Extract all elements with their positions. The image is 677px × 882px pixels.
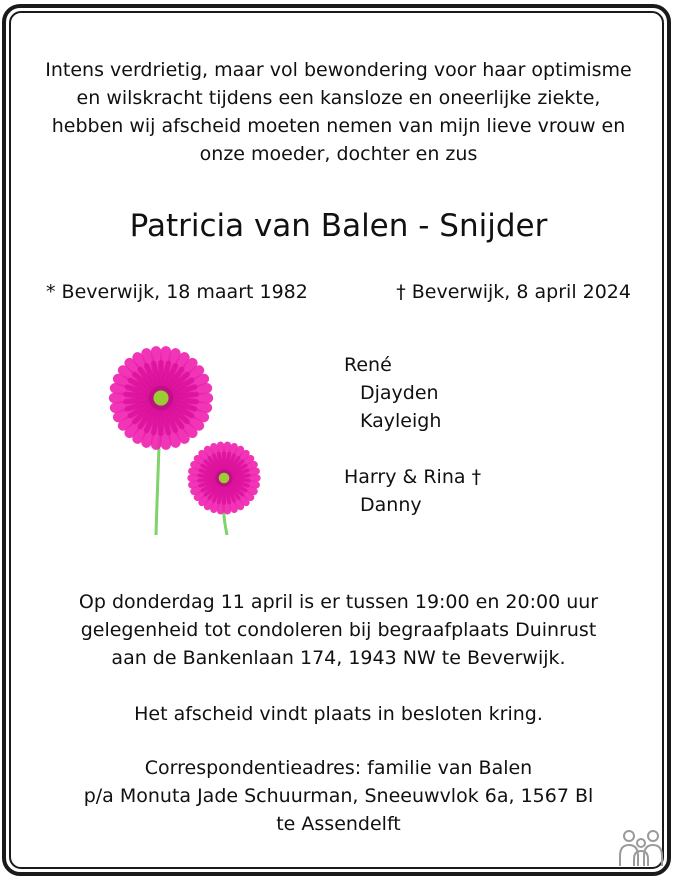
intro-line: onze moeder, dochter en zus bbox=[199, 143, 478, 165]
family-child: Djayden bbox=[360, 382, 439, 404]
correspondence-info bbox=[0, 754, 677, 838]
family-sibling: Danny bbox=[360, 494, 422, 516]
condolence-line: aan de Bankenlaan 174, 1943 NW te Beverwijk. bbox=[111, 647, 566, 669]
flowers-icon bbox=[104, 345, 274, 540]
birth-info: * Beverwijk, 18 maart 1982 bbox=[46, 281, 308, 303]
correspondence-line: te Assendelft bbox=[276, 813, 401, 835]
large-flower bbox=[114, 351, 208, 535]
family-people-icon bbox=[616, 826, 666, 868]
small-flower bbox=[191, 445, 257, 535]
deceased-name: Patricia van Balen - Snijder bbox=[129, 208, 548, 244]
intro-text bbox=[0, 56, 677, 168]
family-parents: Harry & Rina † bbox=[344, 466, 482, 488]
family-list bbox=[344, 351, 481, 519]
intro-line: en wilskracht tijdens een kansloze en oneerlijke ziekte, bbox=[76, 87, 601, 109]
intro-line: Intens verdrietig, maar vol bewondering voor haar optimisme bbox=[45, 59, 632, 81]
farewell-line: Het afscheid vindt plaats in besloten kring. bbox=[134, 703, 543, 725]
correspondence-line: Correspondentieadres: familie van Balen bbox=[144, 757, 533, 779]
farewell-info bbox=[0, 700, 677, 728]
family-child: Kayleigh bbox=[360, 410, 442, 432]
condolence-info bbox=[0, 588, 677, 672]
correspondence-line: p/a Monuta Jade Schuurman, Sneeuwvlok 6a, 1567 Bl bbox=[83, 785, 594, 807]
condolence-line: gelegenheid tot condoleren bij begraafplaats Duinrust bbox=[80, 619, 597, 641]
family-partner: René bbox=[344, 354, 392, 376]
intro-line: hebben wij afscheid moeten nemen van mijn lieve vrouw en bbox=[51, 115, 626, 137]
condolence-line: Op donderdag 11 april is er tussen 19:00 en 20:00 uur bbox=[78, 591, 599, 613]
death-info: † Beverwijk, 8 april 2024 bbox=[396, 281, 631, 303]
